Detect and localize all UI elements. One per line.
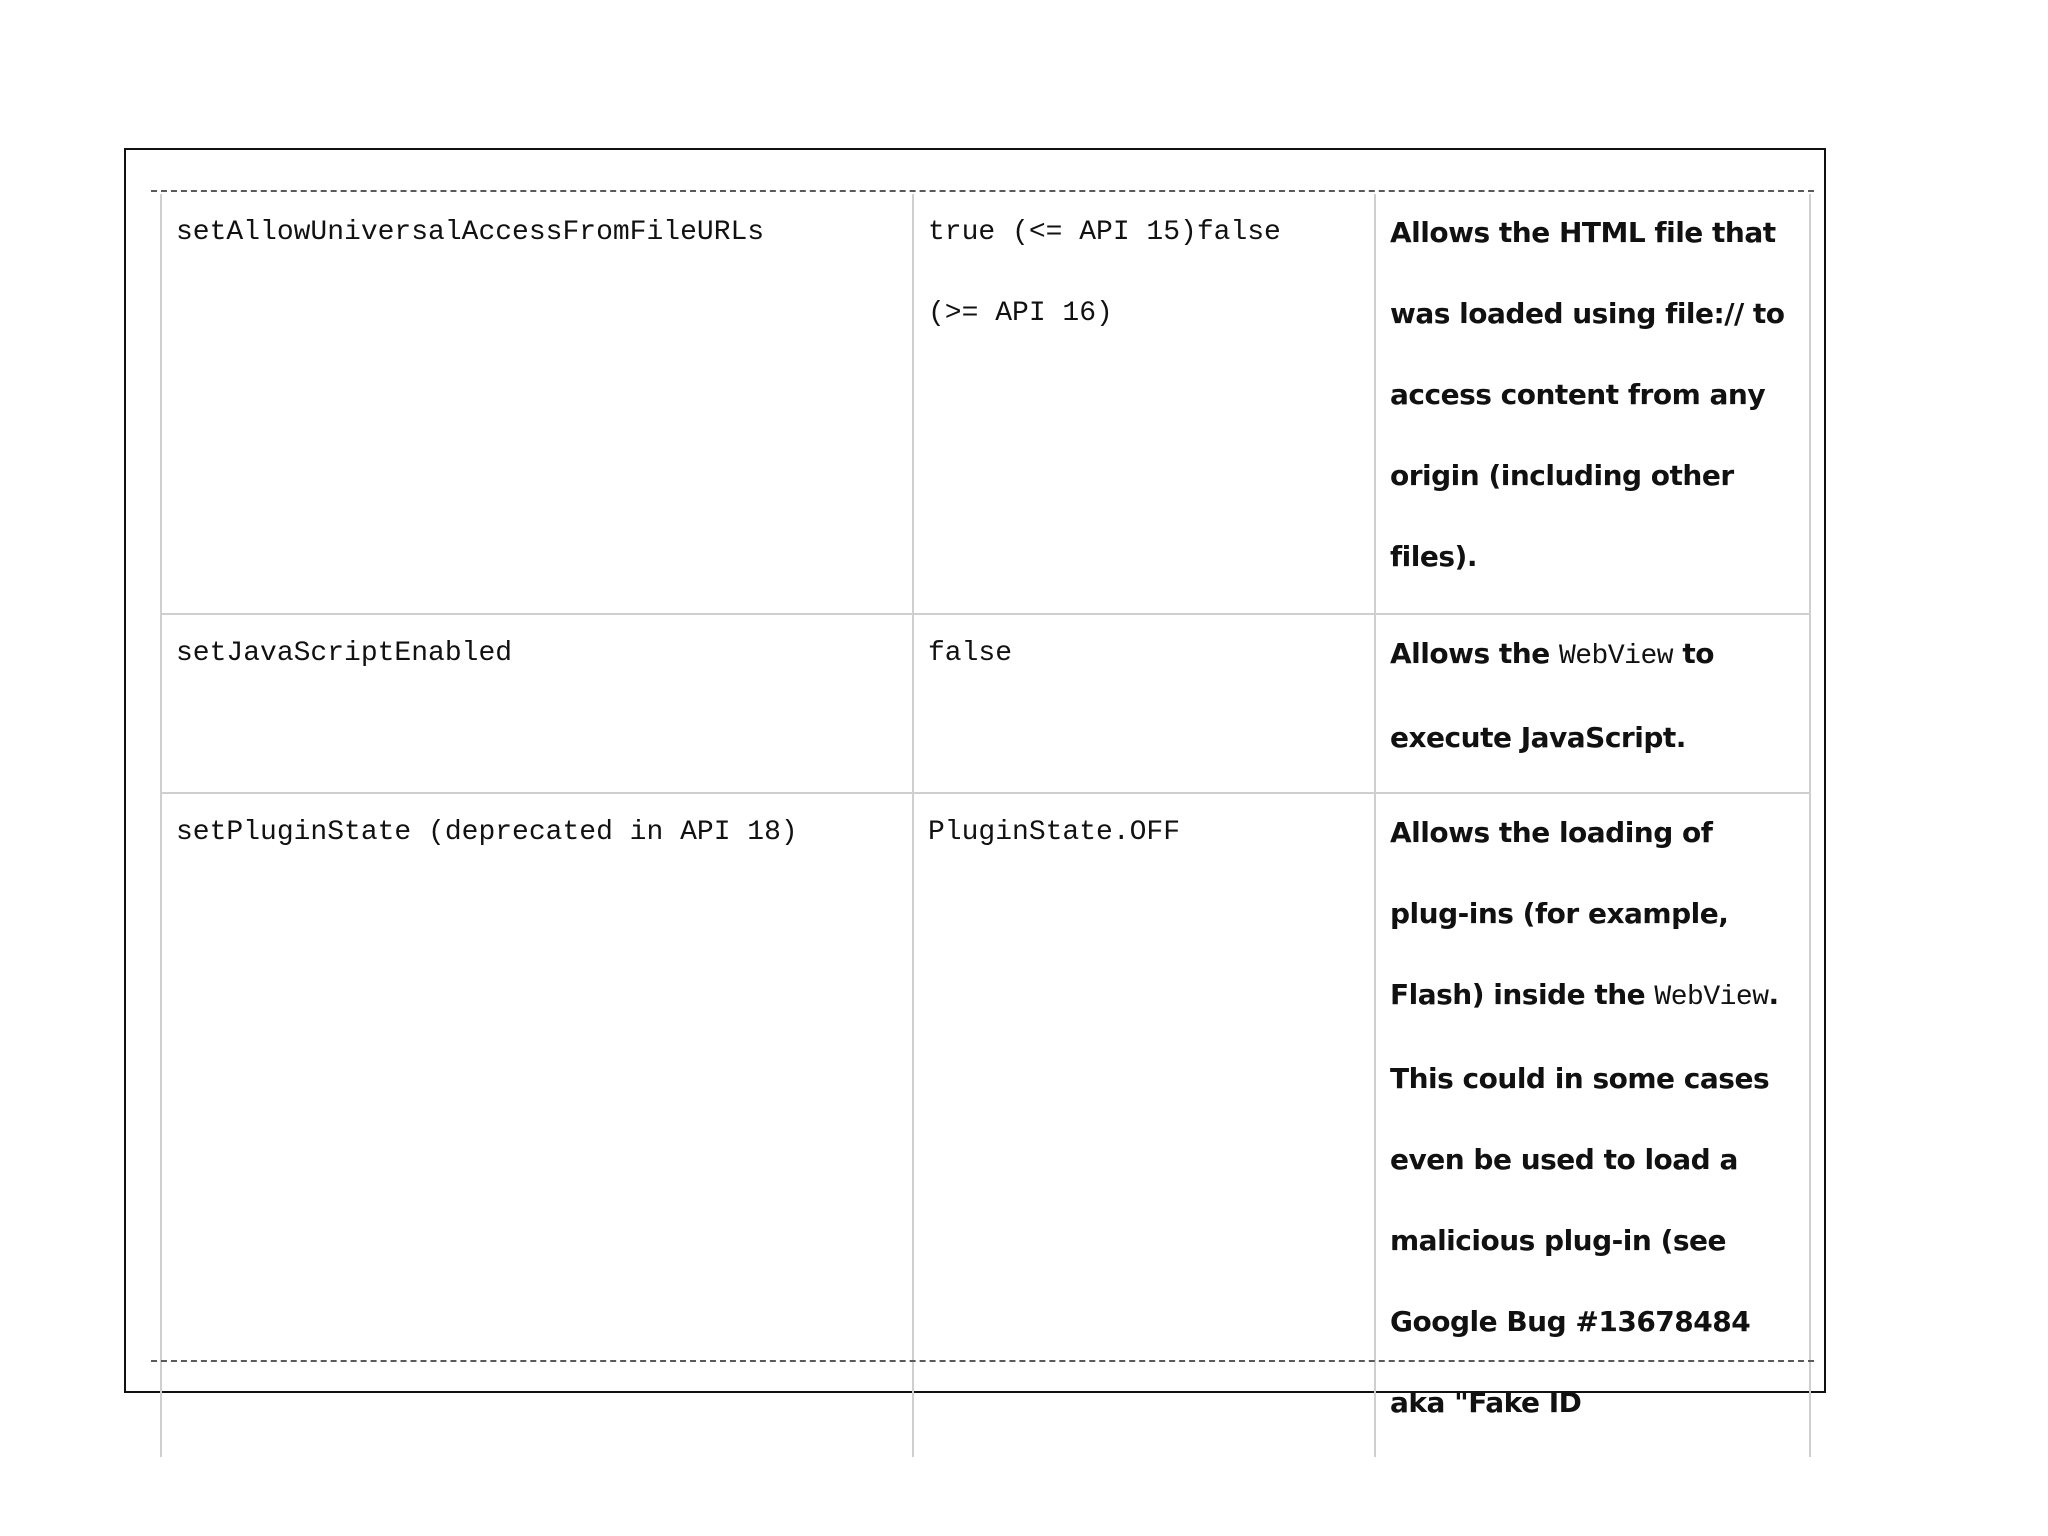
description-cell [1375, 793, 1810, 1457]
setting-name: setPluginState (deprecated in API 18) [176, 817, 798, 848]
inline-code: WebView [1654, 982, 1769, 1013]
setting-name: setJavaScriptEnabled [176, 638, 513, 669]
description-text: Allows the loading of plug-ins (for example, Flash) inside the WebView. This could in some cases even be used to load a malicious plug-in (see Google Bug #13678484 aka "Fake ID [1390, 816, 1779, 1419]
setting-name: setAllowUniversalAccessFromFileURLs [176, 217, 765, 248]
table-row [161, 614, 1810, 793]
setting-cell [161, 793, 913, 1457]
webview-settings-table [160, 194, 1811, 1457]
bottom-dashed-divider [151, 1360, 1814, 1362]
default-cell [913, 614, 1375, 793]
description-text: Allows the WebView to execute JavaScript. [1390, 637, 1714, 754]
table-row [161, 793, 1810, 1457]
default-value: true (<= API 15)false (>= API 16) [928, 217, 1281, 329]
inline-code: WebView [1558, 641, 1674, 672]
description-text: Allows the HTML file that was loaded using file:// to access content from any origin (including other files). [1390, 216, 1785, 573]
setting-cell [161, 614, 913, 793]
table-frame [124, 148, 1826, 1419]
setting-cell [161, 194, 913, 614]
default-cell [913, 793, 1375, 1457]
default-cell [913, 194, 1375, 614]
table-row [161, 194, 1810, 614]
description-cell [1375, 194, 1810, 614]
default-value: PluginState.OFF [928, 817, 1181, 848]
default-value: false [928, 638, 1013, 669]
description-cell [1375, 614, 1810, 793]
